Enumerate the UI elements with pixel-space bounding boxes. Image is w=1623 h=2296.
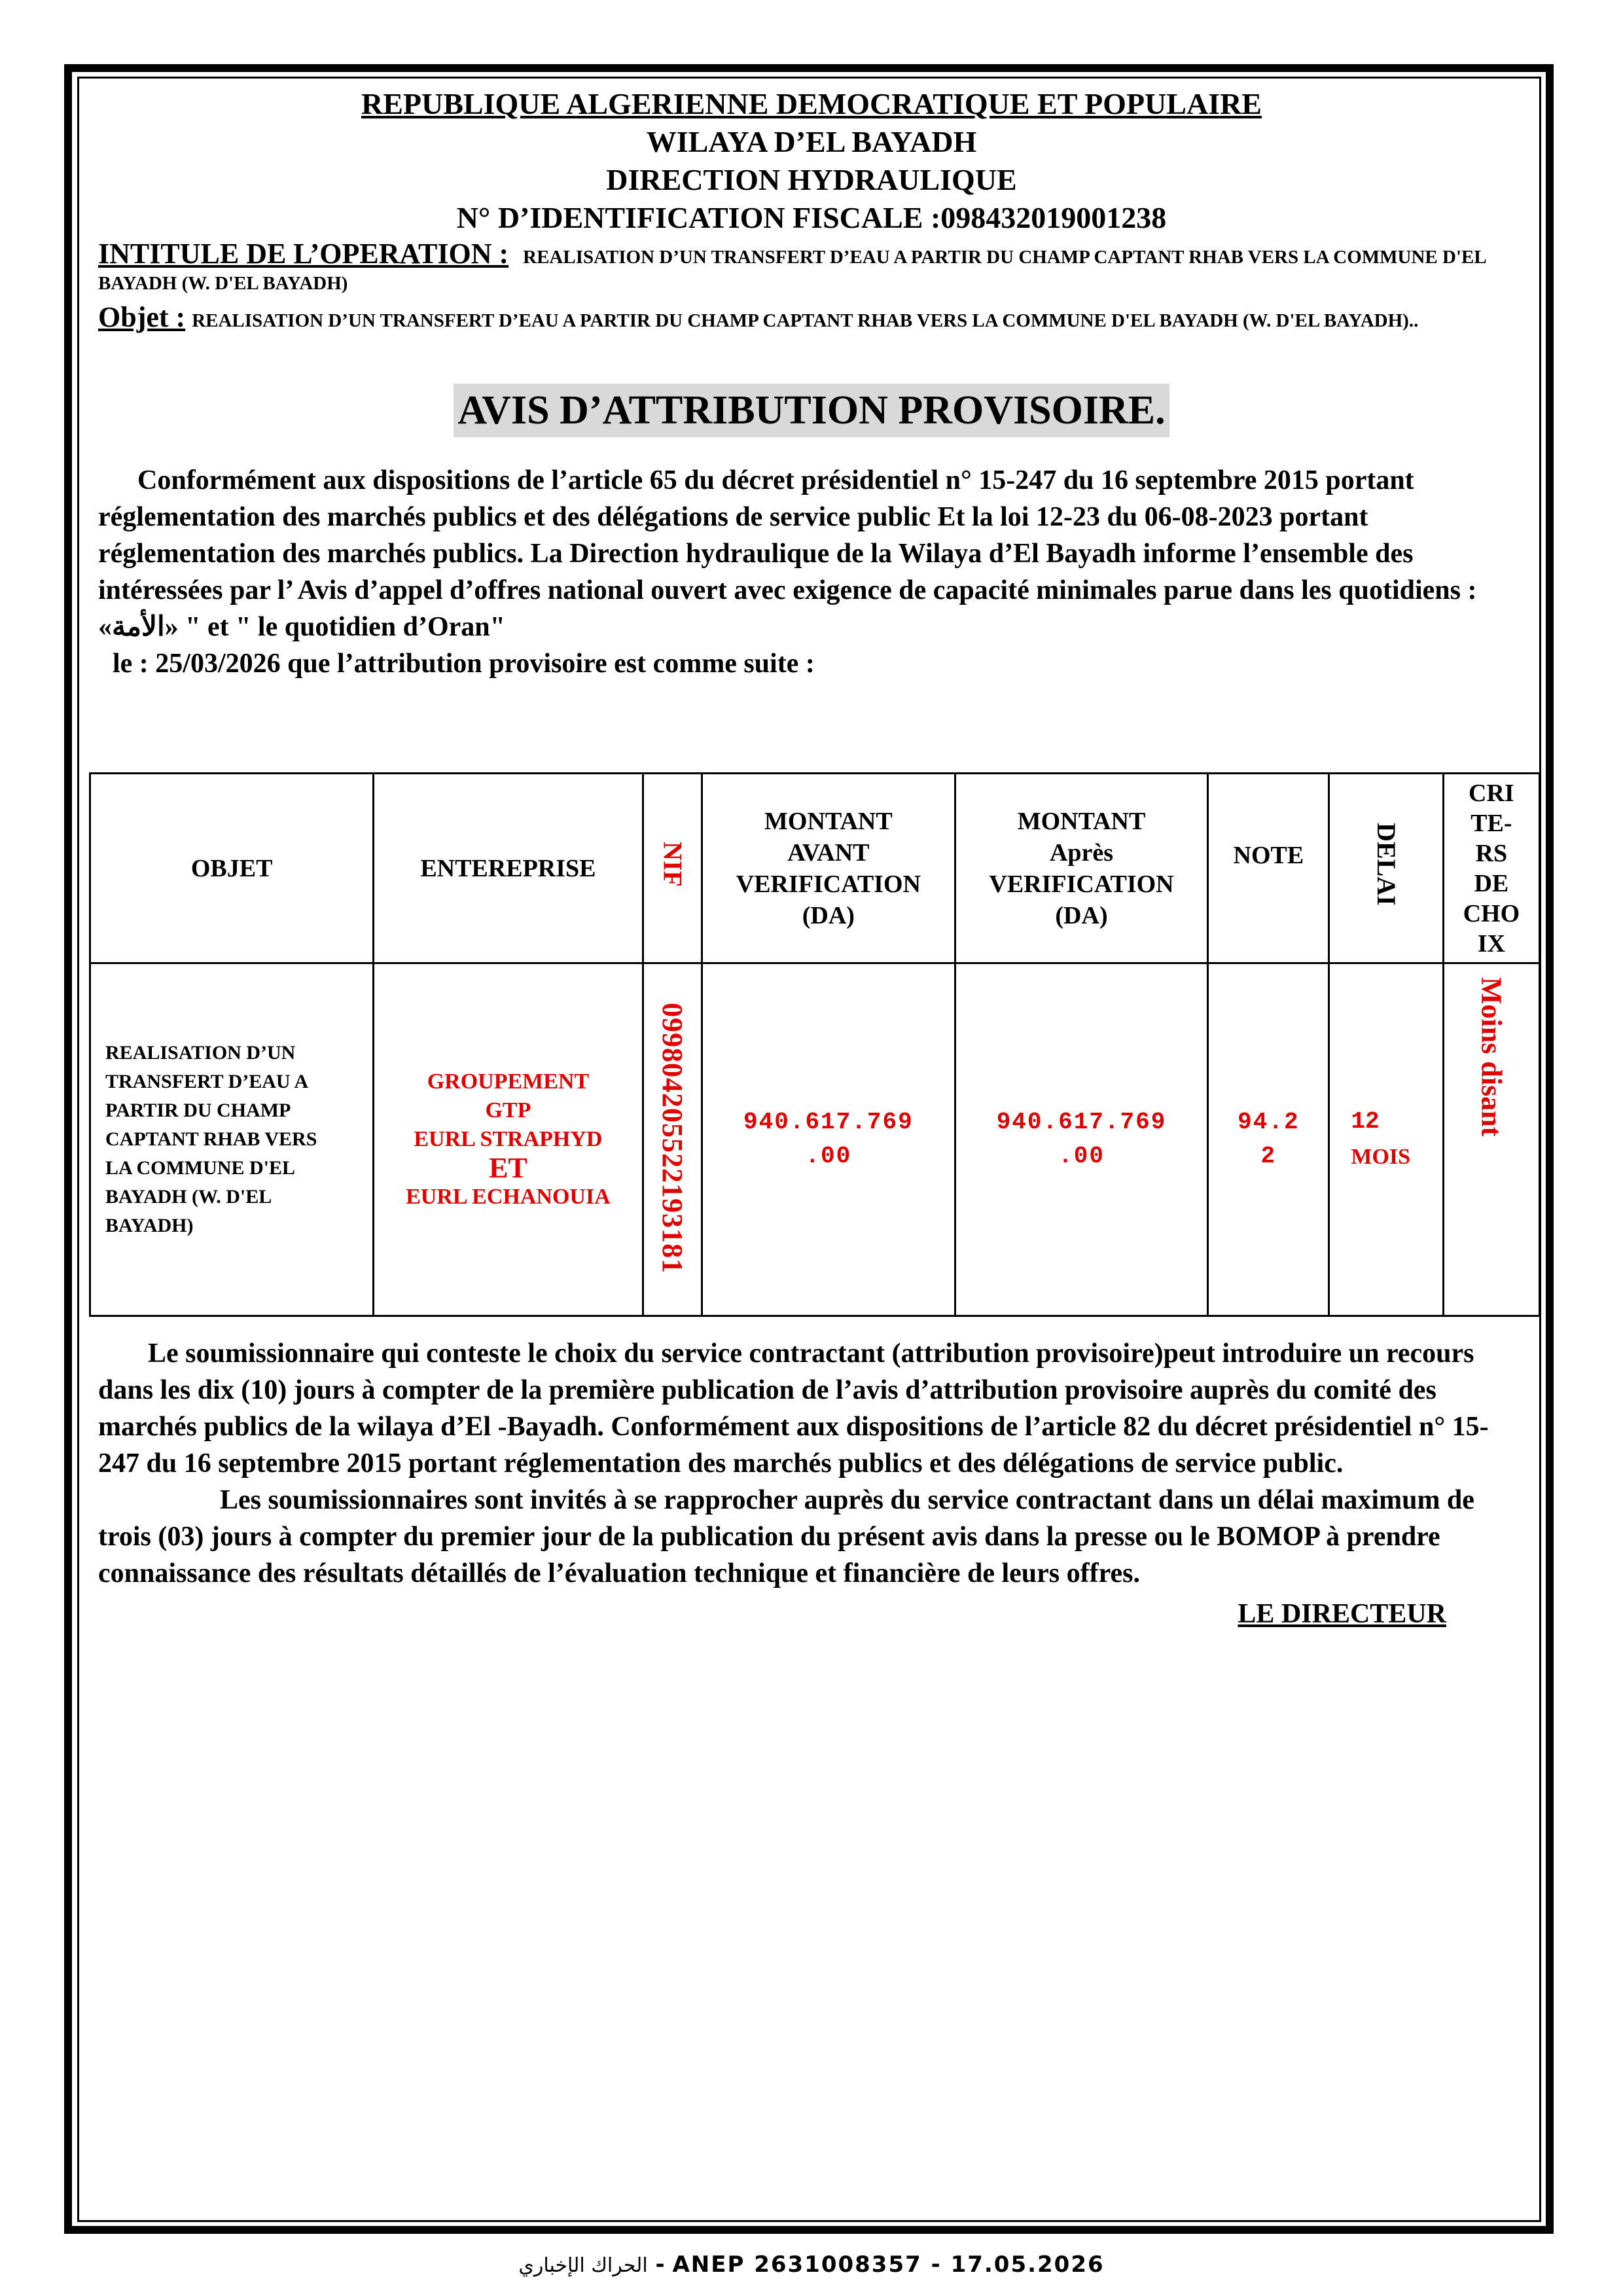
row-entreprise (374, 963, 643, 1316)
row-entreprise-l5: EURL ECHANOUIA (406, 1185, 611, 1209)
operation-text: REALISATION D’UN TRANSFERT D’EAU A PARTIR DU CHAMP CAPTANT RHAB VERS LA COMMUNE D'EL BAYADH (W. D'EL BAYADH) (98, 247, 1486, 294)
fiscal-id-line: N° D’IDENTIFICATION FISCALE :098432019001238 (456, 201, 1167, 234)
objet-label: Objet : (98, 301, 186, 333)
intro-text-2: » " et " le quotidien d’Oran" (164, 612, 505, 642)
row-objet-l4: CAPTANT RHAB VERS (105, 1128, 317, 1150)
table-header-row (90, 774, 1540, 963)
header-criteres-l5: CHO (1463, 899, 1520, 927)
header-note: NOTE (1233, 841, 1304, 869)
header-montant-avant-l2: AVANT (787, 838, 870, 867)
intro-arabic-newspaper: الأمة (112, 612, 165, 642)
row-montant-apres-l2: .00 (1058, 1143, 1105, 1170)
row-critere-cell (1443, 963, 1539, 1316)
row-montant-apres-l1: 940.617.769 (996, 1109, 1167, 1136)
document-content (98, 85, 1525, 682)
header-criteres-l2: TE- (1471, 809, 1512, 837)
header-delai: DELAI (1372, 823, 1402, 906)
header-montant-avant-l4: (DA) (802, 901, 855, 929)
direction-line: DIRECTION HYDRAULIQUE (606, 163, 1017, 196)
row-delai-l2: MOIS (1351, 1145, 1411, 1169)
header-nif: NIF (658, 842, 688, 887)
row-montant-avant-l1: 940.617.769 (743, 1109, 914, 1136)
row-note-l1: 94.2 (1238, 1109, 1300, 1136)
row-note (1208, 963, 1329, 1316)
row-note-l2: 2 (1260, 1143, 1277, 1170)
row-montant-avant (702, 963, 955, 1316)
header-montant-apres-l3: VERIFICATION (989, 870, 1174, 898)
row-entreprise-l2: GTP (485, 1098, 531, 1122)
row-nif: 099804205522193181 (656, 1002, 688, 1274)
row-entreprise-l1: GROUPEMENT (427, 1069, 590, 1094)
header-criteres-l1: CRI (1469, 779, 1514, 807)
row-objet-l2: TRANSFERT D’EAU A (105, 1071, 309, 1092)
row-objet-l1: REALISATION D’UN (105, 1042, 296, 1064)
header-delai-cell (1329, 774, 1443, 963)
table-row (90, 963, 1540, 1316)
row-objet (90, 963, 374, 1316)
row-objet-l7: BAYADH) (105, 1215, 194, 1236)
header-criteres-l3: RS (1475, 839, 1508, 867)
header-nif-cell (643, 774, 702, 963)
header-montant-avant-l3: VERIFICATION (736, 870, 921, 898)
objet-text: REALISATION D’UN TRANSFERT D’EAU A PARTIR DU CHAMP CAPTANT RHAB VERS LA COMMUNE D'EL BAYADH (W. D'EL BAYADH).. (192, 310, 1419, 331)
header-montant-apres-l1: MONTANT (1017, 807, 1146, 835)
row-entreprise-l3: EURL STRAPHYD (414, 1127, 603, 1151)
footer-newspaper-arabic: الحراك الإخباري (518, 2254, 648, 2277)
closing-content (98, 1335, 1525, 1632)
row-objet-l6: BAYADH (W. D'EL (105, 1186, 272, 1208)
header-note-cell (1208, 774, 1329, 963)
notice-title: AVIS D’ATTRIBUTION PROVISOIRE. (454, 384, 1169, 437)
row-nif-cell (643, 963, 702, 1316)
objet-block (98, 300, 1525, 338)
row-objet-l3: PARTIR DU CHAMP (105, 1100, 291, 1121)
header-montant-apres-l2: Après (1049, 838, 1114, 867)
header-criteres-l6: IX (1477, 929, 1505, 958)
intro-text-1: Conformément aux dispositions de l’article 65 du décret présidentiel n° 15-247 du 16 septembre 2015 portant réglementation des marchés publics et des délégations de service public Et la loi 12-23 du 06-08-2023 portant réglementation des marchés publics. La Direction hydraulique de la Wilaya d’El Bayadh informe l’ensemble des intéressées par l’ Avis d’appel d’offres national ouvert avec exigence de capacité minimales parue dans les quotidiens : « (98, 465, 1477, 642)
letterhead (98, 85, 1525, 237)
header-montant-avant-l1: MONTANT (764, 807, 893, 835)
row-delai (1329, 963, 1443, 1316)
intro-paragraph (98, 462, 1525, 645)
signature: LE DIRECTEUR (1238, 1599, 1446, 1629)
header-montant-avant (702, 774, 955, 963)
row-delai-l1: 12 (1351, 1108, 1380, 1135)
header-criteres (1443, 774, 1539, 963)
title-wrap (98, 384, 1525, 437)
footer-anep-reference: - ANEP 2631008357 - 17.05.2026 (647, 2251, 1105, 2278)
wilaya-line: WILAYA D’EL BAYADH (646, 125, 977, 158)
operation-block (98, 237, 1525, 296)
row-montant-avant-l2: .00 (805, 1143, 852, 1170)
republic-line: REPUBLIQUE ALGERIENNE DEMOCRATIQUE ET POPULAIRE (361, 87, 1262, 120)
header-montant-apres (955, 774, 1208, 963)
recours-paragraph: Le soumissionnaire qui conteste le choix du service contractant (attribution provisoire)peut introduire un recours dans les dix (10) jours à compter de la première publication de l’avis d’attribution provisoire auprès du comité des marchés publics de la wilaya d’El -Bayadh. Conformément aux dispositions de l’article 82 du décret présidentiel n° 15-247 du 16 septembre 2015 portant réglementation des marchés publics et des délégations de service public. (98, 1338, 1489, 1479)
attribution-table (89, 772, 1541, 1317)
row-objet-l5: LA COMMUNE D'EL (105, 1157, 296, 1179)
operation-label: INTITULE DE L’OPERATION : (98, 238, 509, 270)
intro-date-line: le : 25/03/2026 que l’attribution provisoire est comme suite : (113, 649, 815, 679)
header-entreprise: ENTEREPRISE (374, 774, 643, 963)
row-entreprise-l4: ET (489, 1152, 527, 1184)
header-objet: OBJET (90, 774, 374, 963)
row-montant-apres (955, 963, 1208, 1316)
publication-footer (0, 2251, 1623, 2278)
invitation-paragraph: Les soumissionnaires sont invités à se rapprocher auprès du service contractant dans un délai maximum de trois (03) jours à compter du premier jour de la publication du présent avis dans la presse ou le BOMOP à prendre connaissance des résultats détaillés de l’évaluation technique et financière de leurs offres. (98, 1485, 1474, 1588)
header-montant-apres-l4: (DA) (1055, 901, 1108, 929)
header-criteres-l4: DE (1474, 869, 1509, 897)
row-critere: Moins disant (1475, 977, 1508, 1137)
